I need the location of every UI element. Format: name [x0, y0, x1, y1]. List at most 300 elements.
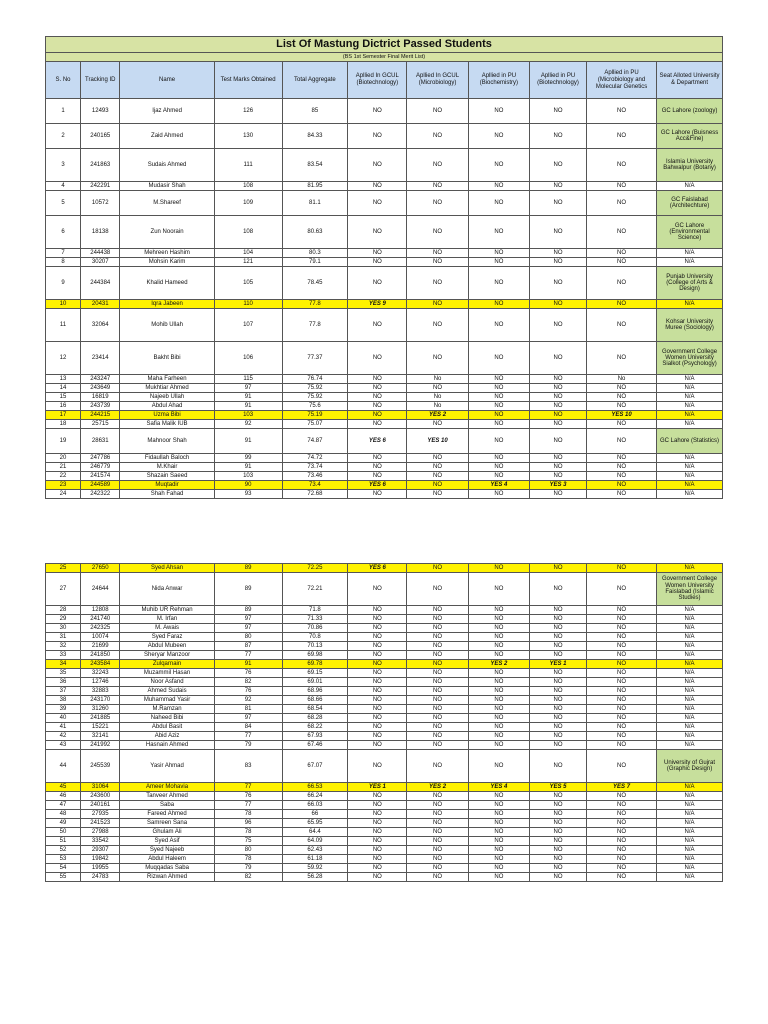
table-cell: Mohsin Karim	[120, 258, 214, 267]
table-cell: NO	[407, 249, 468, 258]
table-cell: 28	[46, 606, 81, 615]
table-cell: NO	[530, 267, 587, 300]
table-cell: 33542	[81, 837, 120, 846]
table-cell: Government College Women University Faislabad (Islamic Studies)	[657, 573, 723, 606]
table-cell: 65.95	[282, 819, 348, 828]
table-cell: NO	[468, 873, 529, 882]
table-cell: NO	[407, 258, 468, 267]
table-cell: NO	[468, 149, 529, 182]
table-cell: NO	[586, 696, 656, 705]
table-cell: NO	[407, 723, 468, 732]
table-cell: 31260	[81, 705, 120, 714]
table-cell: NO	[530, 651, 587, 660]
table-cell: NO	[468, 723, 529, 732]
table-cell: NO	[348, 216, 407, 249]
table-cell: 77	[214, 651, 282, 660]
table-cell: NO	[586, 750, 656, 783]
table-row	[46, 420, 723, 429]
table-cell: NO	[407, 801, 468, 810]
table-cell: NO	[348, 678, 407, 687]
table-cell: NO	[530, 642, 587, 651]
table-cell: YES 2	[407, 783, 468, 792]
table-cell: NO	[530, 429, 587, 454]
table-cell: NO	[530, 714, 587, 723]
table-cell: No	[407, 393, 468, 402]
table-cell: NO	[348, 191, 407, 216]
table-cell: NO	[407, 855, 468, 864]
table-cell: 76	[214, 669, 282, 678]
table-cell: NO	[348, 864, 407, 873]
table-cell: NO	[586, 855, 656, 864]
table-cell: 69.01	[282, 678, 348, 687]
table-cell: 31064	[81, 783, 120, 792]
table-cell: Tanveer Ahmed	[120, 792, 214, 801]
table-cell: 106	[214, 342, 282, 375]
table-cell: YES 2	[468, 660, 529, 669]
table-cell: 51	[46, 837, 81, 846]
table-cell: NO	[407, 837, 468, 846]
table-cell: N/A	[657, 375, 723, 384]
table-cell: 12746	[81, 678, 120, 687]
table-cell: 89	[214, 573, 282, 606]
table-cell: Shazain Saeed	[120, 472, 214, 481]
table-cell: 243739	[81, 402, 120, 411]
column-header-row	[46, 62, 723, 99]
table-cell: 78	[214, 828, 282, 837]
table-row	[46, 696, 723, 705]
table-cell: Abdul Mubeen	[120, 642, 214, 651]
table-cell: YES 10	[586, 411, 656, 420]
table-cell: 3	[46, 149, 81, 182]
table-cell: NO	[468, 564, 529, 573]
table-row	[46, 564, 723, 573]
table-cell: Ameer Mohavia	[120, 783, 214, 792]
table-cell: NO	[586, 606, 656, 615]
table-cell: 67.07	[282, 750, 348, 783]
table-cell: NO	[530, 472, 587, 481]
column-header: Total Aggregate	[282, 62, 348, 99]
table-cell: N/A	[657, 624, 723, 633]
table-cell: 77	[214, 801, 282, 810]
table-row	[46, 819, 723, 828]
table-cell: Syed Ahsan	[120, 564, 214, 573]
table-row	[46, 481, 723, 490]
table-cell: 59.92	[282, 864, 348, 873]
table-cell: N/A	[657, 454, 723, 463]
table-cell: NO	[407, 124, 468, 149]
table-cell: Mehreen Hashim	[120, 249, 214, 258]
table-cell: NO	[530, 678, 587, 687]
table-cell: NO	[407, 342, 468, 375]
table-cell: 107	[214, 309, 282, 342]
table-cell: NO	[530, 300, 587, 309]
table-cell: NO	[348, 750, 407, 783]
table-cell: NO	[586, 402, 656, 411]
table-cell: 47	[46, 801, 81, 810]
table-cell: NO	[468, 678, 529, 687]
column-header: Apllied in PU (Biochemistry)	[468, 62, 529, 99]
table-cell: No	[586, 375, 656, 384]
table-cell: 18138	[81, 216, 120, 249]
table-cell: M.Ramzan	[120, 705, 214, 714]
table-row	[46, 750, 723, 783]
table-cell: NO	[468, 714, 529, 723]
table-cell: NO	[407, 696, 468, 705]
table-cell: N/A	[657, 420, 723, 429]
table-cell: Bakht Bibi	[120, 342, 214, 375]
table-cell: 81	[214, 705, 282, 714]
table-cell: Mukhtiar Ahmed	[120, 384, 214, 393]
table-row	[46, 837, 723, 846]
table-cell: 66.24	[282, 792, 348, 801]
table-cell: 244589	[81, 481, 120, 490]
table-cell: N/A	[657, 481, 723, 490]
table-cell: 89	[214, 606, 282, 615]
table-cell: 27988	[81, 828, 120, 837]
table-cell: NO	[348, 714, 407, 723]
table-cell: 81.1	[282, 191, 348, 216]
table-cell: NO	[348, 402, 407, 411]
table-cell: 243247	[81, 375, 120, 384]
table-cell: NO	[468, 463, 529, 472]
table-cell: 75.92	[282, 393, 348, 402]
table-cell: 83	[214, 750, 282, 783]
table-cell: YES 7	[586, 783, 656, 792]
table-cell: NO	[586, 687, 656, 696]
table-cell: NO	[468, 864, 529, 873]
table-cell: NO	[530, 837, 587, 846]
table-cell: 29307	[81, 846, 120, 855]
table-cell: NO	[586, 393, 656, 402]
table-cell: Khalid Hameed	[120, 267, 214, 300]
table-cell: Fareed Ahmed	[120, 810, 214, 819]
table-row	[46, 873, 723, 882]
table-cell: Abdul Ahad	[120, 402, 214, 411]
table-cell: YES 6	[348, 564, 407, 573]
table-cell: NO	[407, 678, 468, 687]
table-cell: 46	[46, 792, 81, 801]
table-row	[46, 149, 723, 182]
table-cell: 10572	[81, 191, 120, 216]
table-cell: 243600	[81, 792, 120, 801]
table-cell: NO	[348, 393, 407, 402]
table-cell: N/A	[657, 615, 723, 624]
table-cell: M. Irfan	[120, 615, 214, 624]
table-cell: N/A	[657, 714, 723, 723]
table-cell: N/A	[657, 801, 723, 810]
table-cell: NO	[586, 564, 656, 573]
table-row	[46, 99, 723, 124]
table-cell: 35	[46, 669, 81, 678]
table-cell: NO	[530, 810, 587, 819]
table-cell: NO	[407, 810, 468, 819]
table-cell: NO	[348, 651, 407, 660]
table-cell: 50	[46, 828, 81, 837]
table-cell: 92	[214, 696, 282, 705]
table-cell: NO	[530, 792, 587, 801]
table-cell: 76	[214, 687, 282, 696]
table-cell: NO	[468, 624, 529, 633]
table-cell: 21699	[81, 642, 120, 651]
table-cell: 96	[214, 819, 282, 828]
table-cell: NO	[407, 481, 468, 490]
table-cell: NO	[468, 855, 529, 864]
table-cell: NO	[468, 792, 529, 801]
table-cell: NO	[586, 490, 656, 499]
table-cell: NO	[468, 411, 529, 420]
table-cell: NO	[348, 411, 407, 420]
table-cell: NO	[530, 828, 587, 837]
table-cell: 241574	[81, 472, 120, 481]
table-cell: NO	[468, 402, 529, 411]
table-row	[46, 828, 723, 837]
table-cell: NO	[586, 342, 656, 375]
table-cell: YES 6	[348, 429, 407, 454]
table-cell: NO	[407, 606, 468, 615]
table-cell: 243649	[81, 384, 120, 393]
table-cell: 75.19	[282, 411, 348, 420]
table-cell: 245539	[81, 750, 120, 783]
table-cell: 54	[46, 864, 81, 873]
table-cell: NO	[348, 687, 407, 696]
table-cell: NO	[468, 472, 529, 481]
table-cell: NO	[530, 687, 587, 696]
table-cell: 69.78	[282, 660, 348, 669]
table-row	[46, 741, 723, 750]
table-cell: Kohsar University Muree (Sociology)	[657, 309, 723, 342]
table-cell: 61.18	[282, 855, 348, 864]
table-cell: NO	[586, 429, 656, 454]
table-cell: NO	[348, 615, 407, 624]
table-cell: 240165	[81, 124, 120, 149]
table-cell: No	[407, 375, 468, 384]
table-cell: 78	[214, 855, 282, 864]
table-cell: NO	[530, 258, 587, 267]
table-cell: NO	[407, 873, 468, 882]
table-cell: NO	[348, 490, 407, 499]
table-cell: 103	[214, 411, 282, 420]
table-cell: 68.22	[282, 723, 348, 732]
table-cell: NO	[468, 687, 529, 696]
table-cell: NO	[586, 660, 656, 669]
table-cell: NO	[407, 216, 468, 249]
table-row	[46, 678, 723, 687]
table-cell: 67.93	[282, 732, 348, 741]
table-cell: 93	[214, 490, 282, 499]
table-cell: NO	[530, 463, 587, 472]
table-cell: Islamia University Bahwalpur (Botany)	[657, 149, 723, 182]
table-cell: NO	[468, 393, 529, 402]
table-cell: NO	[468, 191, 529, 216]
table-cell: 104	[214, 249, 282, 258]
table-cell: NO	[530, 375, 587, 384]
table-cell: Muhib UR Rehman	[120, 606, 214, 615]
table-cell: 16819	[81, 393, 120, 402]
table-cell: 84	[214, 723, 282, 732]
table-cell: GC Lahore (zoology)	[657, 99, 723, 124]
table-cell: 14	[46, 384, 81, 393]
table-cell: NO	[407, 149, 468, 182]
table-cell: Punjab University (College of Arts & Design)	[657, 267, 723, 300]
table-cell: NO	[348, 837, 407, 846]
table-cell: 69.98	[282, 651, 348, 660]
sheet-title: List Of Mastung Dictrict Passed Students	[46, 37, 723, 53]
table-cell: 244384	[81, 267, 120, 300]
table-cell: NO	[407, 642, 468, 651]
table-cell: 80.63	[282, 216, 348, 249]
table-cell: NO	[530, 855, 587, 864]
table-row	[46, 300, 723, 309]
table-cell: NO	[468, 633, 529, 642]
table-cell: 13	[46, 375, 81, 384]
table-cell: 32141	[81, 732, 120, 741]
table-cell: Zun Noorain	[120, 216, 214, 249]
table-cell: NO	[348, 384, 407, 393]
table-cell: 48	[46, 810, 81, 819]
table-cell: Ijaz Ahmed	[120, 99, 214, 124]
table-cell: Fidaullah Baloch	[120, 454, 214, 463]
table-cell: NO	[468, 420, 529, 429]
table-cell: NO	[530, 420, 587, 429]
table-cell: NO	[586, 454, 656, 463]
column-header: Apllied In GCUL (Microbiology)	[407, 62, 468, 99]
table-cell: 241992	[81, 741, 120, 750]
table-cell: N/A	[657, 678, 723, 687]
table-cell: NO	[468, 342, 529, 375]
table-cell: 67.46	[282, 741, 348, 750]
table-cell: N/A	[657, 819, 723, 828]
table-cell: Safia Malik IUB	[120, 420, 214, 429]
table-row	[46, 855, 723, 864]
table-cell: NO	[468, 828, 529, 837]
table-cell: 42	[46, 732, 81, 741]
table-cell: NO	[407, 267, 468, 300]
table-cell: N/A	[657, 300, 723, 309]
table-cell: NO	[586, 873, 656, 882]
table-cell: NO	[407, 564, 468, 573]
table-row	[46, 810, 723, 819]
table-cell: 40	[46, 714, 81, 723]
table-cell: 27650	[81, 564, 120, 573]
table-cell: NO	[407, 714, 468, 723]
table-cell: Mudasir Shah	[120, 182, 214, 191]
table-cell: 72.68	[282, 490, 348, 499]
table-cell: Government College Women University Sialkot (Psychology)	[657, 342, 723, 375]
table-cell: NO	[468, 216, 529, 249]
table-cell: 19842	[81, 855, 120, 864]
table-cell: N/A	[657, 687, 723, 696]
table-cell: 17	[46, 411, 81, 420]
table-cell: N/A	[657, 651, 723, 660]
table-cell: NO	[586, 182, 656, 191]
table-row	[46, 660, 723, 669]
table-cell: 91	[214, 402, 282, 411]
table-row	[46, 642, 723, 651]
table-cell: 75.07	[282, 420, 348, 429]
table-cell: 25	[46, 564, 81, 573]
column-header: Apllied in PU (Microbiology and Molecular Genetics	[586, 62, 656, 99]
table-cell: 9	[46, 267, 81, 300]
table-cell: N/A	[657, 472, 723, 481]
table-cell: NO	[586, 651, 656, 660]
table-cell: Sheryar Manzoor	[120, 651, 214, 660]
table-cell: N/A	[657, 873, 723, 882]
table-row	[46, 714, 723, 723]
table-cell: NO	[468, 741, 529, 750]
table-cell: NO	[530, 624, 587, 633]
table-cell: 43	[46, 741, 81, 750]
table-cell: NO	[348, 855, 407, 864]
table-cell: 80.3	[282, 249, 348, 258]
table-cell: NO	[530, 669, 587, 678]
table-cell: 75.92	[282, 384, 348, 393]
table-cell: NO	[348, 741, 407, 750]
table-cell: NO	[468, 454, 529, 463]
table-cell: 85	[282, 99, 348, 124]
sheet-subtitle: (BS 1st Semester Final Merit List)	[46, 53, 723, 62]
table-cell: N/A	[657, 864, 723, 873]
table-cell: Abdul Haleem	[120, 855, 214, 864]
table-cell: N/A	[657, 393, 723, 402]
table-cell: NO	[348, 249, 407, 258]
table-cell: NO	[468, 651, 529, 660]
table-row	[46, 191, 723, 216]
table-cell: 49	[46, 819, 81, 828]
table-cell: 6	[46, 216, 81, 249]
table-cell: 15221	[81, 723, 120, 732]
table-cell: NO	[468, 696, 529, 705]
page-break-gap	[46, 499, 723, 564]
table-cell: 27935	[81, 810, 120, 819]
table-cell: 97	[214, 384, 282, 393]
table-cell: YES 9	[348, 300, 407, 309]
table-cell: NO	[407, 819, 468, 828]
table-cell: NO	[348, 819, 407, 828]
table-cell: N/A	[657, 723, 723, 732]
table-cell: 30	[46, 624, 81, 633]
table-cell: 53	[46, 855, 81, 864]
table-cell: NO	[407, 573, 468, 606]
table-cell: NO	[530, 249, 587, 258]
table-cell: 74.72	[282, 454, 348, 463]
table-cell: 45	[46, 783, 81, 792]
table-cell: NO	[468, 810, 529, 819]
table-cell: YES 6	[348, 481, 407, 490]
table-cell: NO	[530, 696, 587, 705]
table-cell: 1	[46, 99, 81, 124]
table-cell: 111	[214, 149, 282, 182]
table-cell: 78.45	[282, 267, 348, 300]
table-cell: NO	[407, 828, 468, 837]
table-row	[46, 393, 723, 402]
table-cell: N/A	[657, 810, 723, 819]
table-cell: 34	[46, 660, 81, 669]
table-cell: NO	[530, 182, 587, 191]
table-cell: 241740	[81, 615, 120, 624]
table-cell: 91	[214, 429, 282, 454]
table-cell: 91	[214, 660, 282, 669]
table-cell: 91	[214, 393, 282, 402]
table-cell: NO	[530, 801, 587, 810]
table-cell: 80	[214, 846, 282, 855]
table-cell: 77.8	[282, 300, 348, 309]
table-row	[46, 615, 723, 624]
table-cell: NO	[586, 420, 656, 429]
table-row	[46, 573, 723, 606]
table-cell: Noor Asfand	[120, 678, 214, 687]
table-cell: 82	[214, 873, 282, 882]
table-cell: NO	[407, 490, 468, 499]
